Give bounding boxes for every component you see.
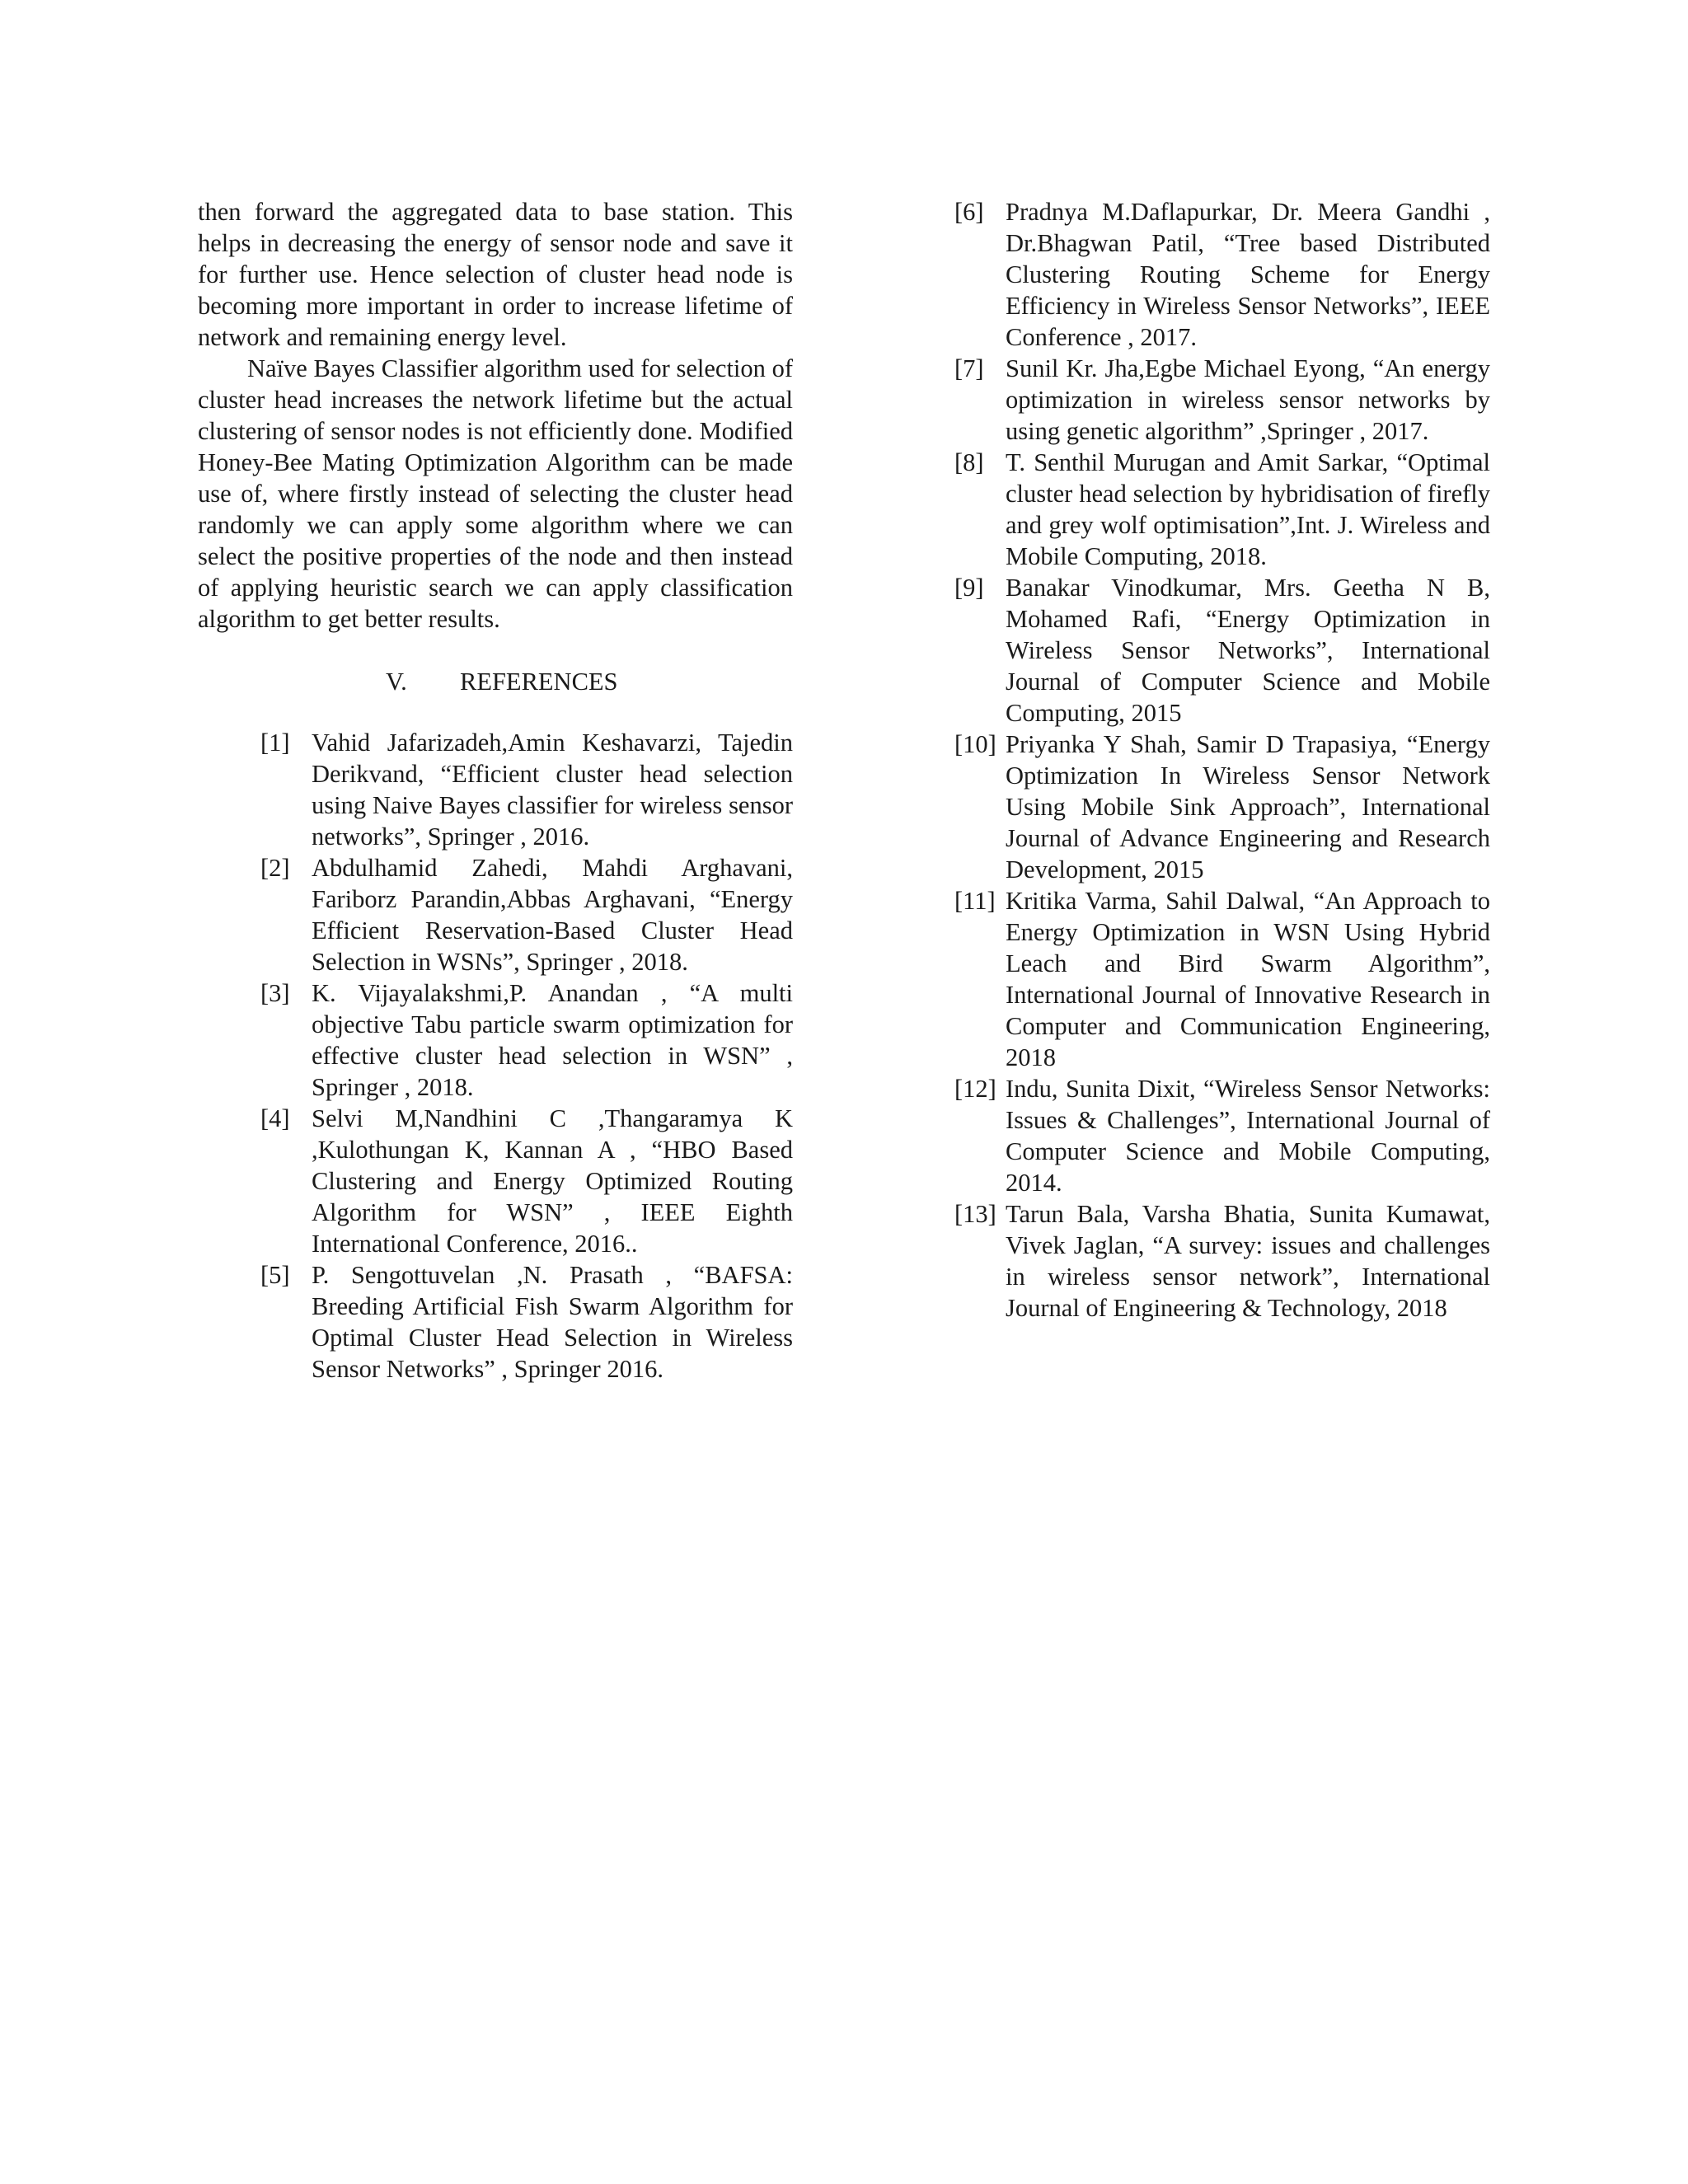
reference-text: K. Vijayalakshmi,P. Anandan , “A multi objective Tabu particle swarm optimization for effective cluster head selection in WSN” , Springer , 2018. bbox=[312, 979, 793, 1101]
reference-text: Tarun Bala, Varsha Bhatia, Sunita Kumawat, Vivek Jaglan, “A survey: issues and challenges in wireless sensor network”, International Journal of Engineering & Technology, 2018 bbox=[1006, 1200, 1490, 1322]
reference-text: T. Senthil Murugan and Amit Sarkar, “Optimal cluster head selection by hybridisation of firefly and grey wolf optimisation”,Int. J. Wireless and Mobile Computing, 2018. bbox=[1006, 448, 1490, 570]
reference-number: [7] bbox=[954, 354, 984, 382]
reference-list-left bbox=[260, 727, 793, 1385]
reference-number: [13] bbox=[954, 1200, 996, 1228]
reference-text: Priyanka Y Shah, Samir D Trapasiya, “Energy Optimization In Wireless Sensor Network Using Mobile Sink Approach”, International Journal of Advance Engineering and Research Development, 2015 bbox=[1006, 730, 1490, 883]
reference-text: Sunil Kr. Jha,Egbe Michael Eyong, “An energy optimization in wireless sensor networks by using genetic algorithm” ,Springer , 2017. bbox=[1006, 354, 1490, 445]
reference-item bbox=[954, 353, 1490, 447]
reference-item bbox=[954, 885, 1490, 1073]
reference-text: Selvi M,Nandhini C ,Thangaramya K ,Kulothungan K, Kannan A , “HBO Based Clustering and Energy Optimized Routing Algorithm for WSN” , IEEE Eighth International Conference, 2016.. bbox=[312, 1104, 793, 1258]
reference-item bbox=[260, 1259, 793, 1385]
reference-number: [8] bbox=[954, 448, 984, 476]
reference-item bbox=[260, 727, 793, 852]
section-heading-references bbox=[198, 666, 793, 697]
body-paragraph-1: then forward the aggregated data to base station. This helps in decreasing the energy of sensor node and save it for further use. Hence selection of cluster head node is becoming more important in order to increase lifetime of network and remaining energy level. bbox=[198, 198, 793, 351]
left-column bbox=[198, 196, 793, 1385]
reference-item bbox=[954, 196, 1490, 353]
reference-list-right bbox=[954, 196, 1490, 1324]
section-number: V. bbox=[386, 668, 407, 696]
reference-item bbox=[954, 1073, 1490, 1198]
reference-number: [10] bbox=[954, 730, 996, 758]
reference-item bbox=[954, 447, 1490, 572]
reference-text: P. Sengottuvelan ,N. Prasath , “BAFSA: Breeding Artificial Fish Swarm Algorithm for Optimal Cluster Head Selection in Wireless Sensor Networks” , Springer 2016. bbox=[312, 1261, 793, 1383]
reference-number: [9] bbox=[954, 574, 984, 602]
reference-item bbox=[954, 572, 1490, 729]
right-column bbox=[954, 196, 1490, 1324]
reference-item bbox=[260, 1103, 793, 1259]
reference-item bbox=[260, 852, 793, 977]
reference-text: Abdulhamid Zahedi, Mahdi Arghavani, Fariborz Parandin,Abbas Arghavani, “Energy Efficient Reservation-Based Cluster Head Selection in WSNs”, Springer , 2018. bbox=[312, 854, 793, 976]
reference-number: [1] bbox=[260, 729, 290, 757]
reference-number: [5] bbox=[260, 1261, 290, 1289]
reference-number: [4] bbox=[260, 1104, 290, 1132]
reference-text: Kritika Varma, Sahil Dalwal, “An Approach to Energy Optimization in WSN Using Hybrid Leach and Bird Swarm Algorithm”, International Journal of Innovative Research in Computer and Communication Engineering, 2018 bbox=[1006, 887, 1490, 1071]
reference-item bbox=[260, 977, 793, 1103]
reference-number: [12] bbox=[954, 1075, 996, 1103]
reference-text: Pradnya M.Daflapurkar, Dr. Meera Gandhi , Dr.Bhagwan Patil, “Tree based Distributed Clustering Routing Scheme for Energy Efficiency in Wireless Sensor Networks”, IEEE Conference , 2017. bbox=[1006, 198, 1490, 351]
reference-text: Vahid Jafarizadeh,Amin Keshavarzi, Tajedin Derikvand, “Efficient cluster head selection using Naive Bayes classifier for wireless sensor networks”, Springer , 2016. bbox=[312, 729, 793, 851]
body-paragraph-2: Naïve Bayes Classifier algorithm used for selection of cluster head increases the network lifetime but the actual clustering of sensor nodes is not efficiently done. Modified Honey-Bee Mating Optimization Algorithm can be made use of, where firstly instead of selecting the cluster head randomly we can apply some algorithm where we can select the positive properties of the node and then instead of applying heuristic search we can apply classification algorithm to get better results. bbox=[198, 354, 793, 633]
reference-text: Indu, Sunita Dixit, “Wireless Sensor Networks: Issues & Challenges”, International Journal of Computer Science and Mobile Computing, 2014. bbox=[1006, 1075, 1490, 1197]
reference-item bbox=[954, 1198, 1490, 1324]
reference-text: Banakar Vinodkumar, Mrs. Geetha N B, Mohamed Rafi, “Energy Optimization in Wireless Sensor Networks”, International Journal of Computer Science and Mobile Computing, 2015 bbox=[1006, 574, 1490, 727]
reference-number: [3] bbox=[260, 979, 290, 1007]
reference-number: [11] bbox=[954, 887, 996, 915]
reference-number: [2] bbox=[260, 854, 290, 882]
section-title: REFERENCES bbox=[460, 668, 618, 696]
reference-item bbox=[954, 729, 1490, 885]
reference-number: [6] bbox=[954, 198, 984, 226]
